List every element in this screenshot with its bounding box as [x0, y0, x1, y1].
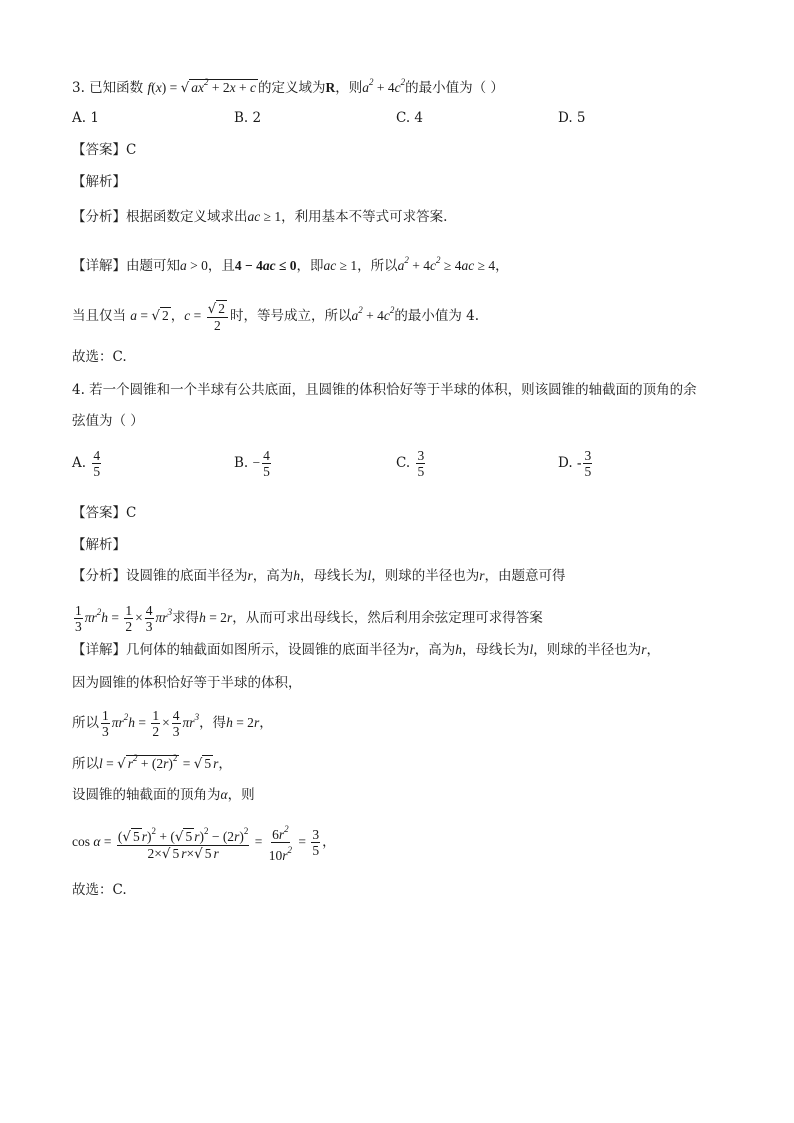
q4-stem-2: 弦值为（ ）: [72, 413, 144, 429]
q4-xiangjie-1: 【详解】几何体的轴截面如图所示，设圆锥的底面半径为r，高为h，母线长为l，则球的半径也为r，: [72, 642, 661, 658]
q4-xiangjie-6: cos α = $\frac{(√ 5 r)^2 + (√ 5 r)^2 - (2r)^2}{2\times√ 5 r\times√ 5 r}$ = $\frac{6r^2}{10r^2}$ = $\frac{3}{5}$ ，: [72, 824, 336, 863]
q4-fenxi-1: 【分析】设圆锥的底面半径为r，高为h，母线长为l，则球的半径也为r，由题意可得: [72, 568, 566, 584]
q4-jiexi: 【解析】: [72, 537, 126, 553]
q4-xiangjie-5: 设圆锥的轴截面的顶角为α，则: [72, 787, 255, 803]
q3-option-c: C. 4: [396, 110, 424, 126]
q3-xiangjie: 【详解】由题可知a > 0，且4 − 4ac ≤ 0，即ac ≥ 1，所以$a^2 + 4c^2 \ge 4ac \ge 4$，: [72, 255, 509, 274]
q3-option-d: D. 5: [558, 110, 586, 126]
q4-option-a: A. $\frac{4}{5}$: [72, 448, 101, 479]
q4-option-c: C. $\frac{3}{5}$: [396, 448, 425, 479]
q4-fenxi-2: $\frac{1}{3}$ $\pi r^2h$ = $\frac{1}{2}$ × $\frac{4}{3}$ $\pi r^3$求得h = 2r，从而可求出母线长，然后利用余弦定理可求得答案: [75, 603, 543, 634]
math-sqrt-expr: $ax^2 + 2x + c$: [191, 77, 256, 95]
math-cosine-fraction: $\frac{(√ 5 r)^2 + (√ 5 r)^2 - (2r)^2}{2\times√ 5 r\times√ 5 r}$: [117, 825, 249, 862]
q3-fenxi: 【分析】根据函数定义域求出ac ≥ 1，利用基本不等式可求答案.: [72, 209, 448, 225]
q4-xiangjie-3: 所以 $\frac{1}{3}$ $\pi r^2h$ = $\frac{1}{2}$ × $\frac{4}{3}$ $\pi r^3$，得h = 2r，: [72, 708, 273, 739]
q3-equality: 当且仅当 a = √ 2 ，c = $\frac{√ 2}{2}$ 时，等号成立，所以$a^2 + 4c^2$的最小值为 4.: [72, 300, 480, 333]
q3-guxuan: 故选：C.: [72, 349, 127, 365]
math-fx: f: [147, 80, 152, 95]
math-frac-sqrt2-over-2: $\frac{√ 2}{2}$: [207, 301, 228, 333]
q4-xiangjie-2: 因为圆锥的体积恰好等于半球的体积，: [72, 675, 302, 691]
q4-answer: 【答案】C: [72, 505, 137, 521]
q3-answer: 【答案】C: [72, 142, 137, 158]
q3-jiexi: 【解析】: [72, 174, 126, 190]
q3-option-b: B. 2: [234, 110, 262, 126]
q4-xiangjie-4: 所以l = √ $r^2 + (2r)^2$ = √ 5 r，: [72, 753, 232, 772]
q4-option-d: D. - $\frac{3}{5}$: [558, 448, 592, 479]
q3-stem: 3. 已知函数 f(x) = √ $ax^2 + 2x + c$ 的定义域为R，则$a^2 + 4c^2$的最小值为（ ）: [72, 77, 504, 96]
q3-option-a: A. 1: [72, 110, 99, 126]
q4-option-b: B. − $\frac{4}{5}$: [234, 448, 270, 479]
q4-guxuan: 故选：C.: [72, 882, 127, 898]
q4-stem-1: 4. 若一个圆锥和一个半球有公共底面，且圆锥的体积恰好等于半球的体积，则该圆锥的轴截面的顶角的余: [72, 382, 697, 398]
